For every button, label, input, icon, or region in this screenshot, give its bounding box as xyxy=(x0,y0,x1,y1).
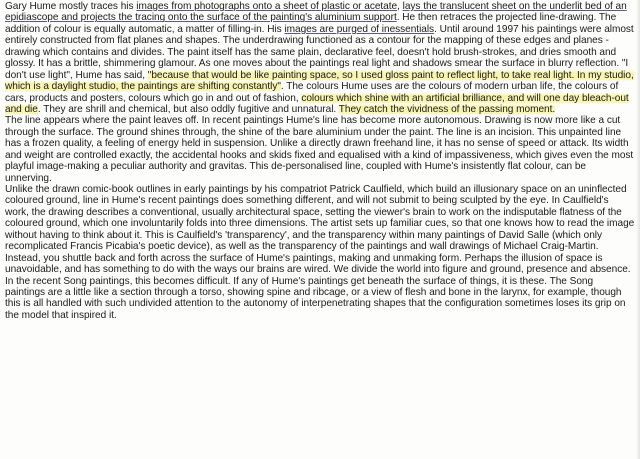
text-run: , xyxy=(397,1,403,12)
text-run: . Until around 1997 his paintings were almost entirely constructed from flat planes and shapes. The underdrawing functioned as a contour for the mapping of these edges and planes - drawing which contains and divides. The paint itself has the same plain, declarative feel, doesn't hold brush-strokes, and dries smooth and glossy. It has a brittle, shimmering glamour. As one moves about the paintings real light and shadows smear the surface in blurry reflection. "I don't use light", Hume has said, xyxy=(5,23,634,81)
text-run: . He then retraces the projected line-drawing. The addition of colour is equally automatic, a matter of filling-in. His xyxy=(5,12,617,35)
paragraph-caulfield-comparison xyxy=(5,184,635,321)
paragraph-line xyxy=(5,115,635,184)
text-run: The line appears where the paint leaves off. In recent paintings Hume's line has become more autonomous. Drawing is now more like a cut through the surface. The ground shines through, the shine of the bare aluminium under the paint. The line is an incision. This unpainted line has a frozen quality, a feeling of energy held in suspension. Unlike a directly drawn freehand line, it has no sense of speed or attack. Its width and weight are controlled exactly, the accidental hooks and skids fixed and equalised with a kind of impassiveness, which gives even the most playful image-making a peculiar authority and gravitas. This de-personalised line, coupled with Hume's insistently flat colour, can be unnerving. xyxy=(5,115,634,184)
text-run: Gary Hume mostly traces his xyxy=(5,1,137,12)
article-text xyxy=(5,1,635,321)
underlined-text: images from photographs onto a sheet of plastic or acetate xyxy=(136,1,398,12)
scan-edge-shadow xyxy=(636,0,640,459)
highlighted-text: They catch the vividness of the passing moment. xyxy=(338,103,556,115)
underlined-text: images are purged of inessentials xyxy=(284,23,435,35)
text-run: . They are shrill and chemical, but also oddly fugitive and unnatural. xyxy=(37,103,339,115)
text-run: . The colours Hume uses are the colours of modern urban life, the colours of cars, products and posters, colours which go in and out of fashion, xyxy=(5,81,619,104)
text-run: Unlike the drawn comic-book outlines in early paintings by his compatriot Patrick Caulfield, which build an illusionary space on an uninflected coloured ground, line in Hume's recent paintings does something different, and will not submit to being sculpted by the eye. In Caulfield's work, the drawing describes a conventional, usually architectural space, setting the viewer's brain to work on the indisputable flatness of the coloured ground, which one involuntarily folds into three dimensions. The artist sets up familiar cues, so that one knows how to read the image without having to think about it. This is Caulfield's 'transparency', and the transparency within many paintings of David Salle (which only recomplicated Francis Picabia's poetic device), as well as the transparency of the paintings and wall drawings of Michael Craig-Martin. Instead, you shuttle back and forth across the surface of Hume's paintings, making and unmaking form. Perhaps the illusion of space is unavoidable, and has something to do with the ways our brains are wired. We divide the world into figure and ground, presence and absence. In the recent Song paintings, this becomes difficult. If any of Hume's paintings get beneath the surface of things, it is these. The Song paintings are a little like a section through a torso, showing spine and ribcage, or a view of flesh and bone in the larynx, for example, though this is all handled with such undivided attention to the autonomy of interpenetrating shapes that the configuration sometimes loses its grip on the model that inspired it. xyxy=(5,184,635,321)
paragraph-tracing-and-colour xyxy=(5,1,635,115)
underlined-text: lays the translucent sheet on the underlit bed of an epidiascope and projects the tracing onto the surface of the painting's aluminium support xyxy=(5,1,627,24)
highlighted-text: colours which shine with an artificial brilliance, and will one day bleach-out and die xyxy=(5,92,629,115)
highlighted-text: "because that would be like painting space, so I used gloss paint to reflect light, to take real light. In my studio, which is a daylight studio, the paintings are shifting constantly" xyxy=(5,69,634,93)
